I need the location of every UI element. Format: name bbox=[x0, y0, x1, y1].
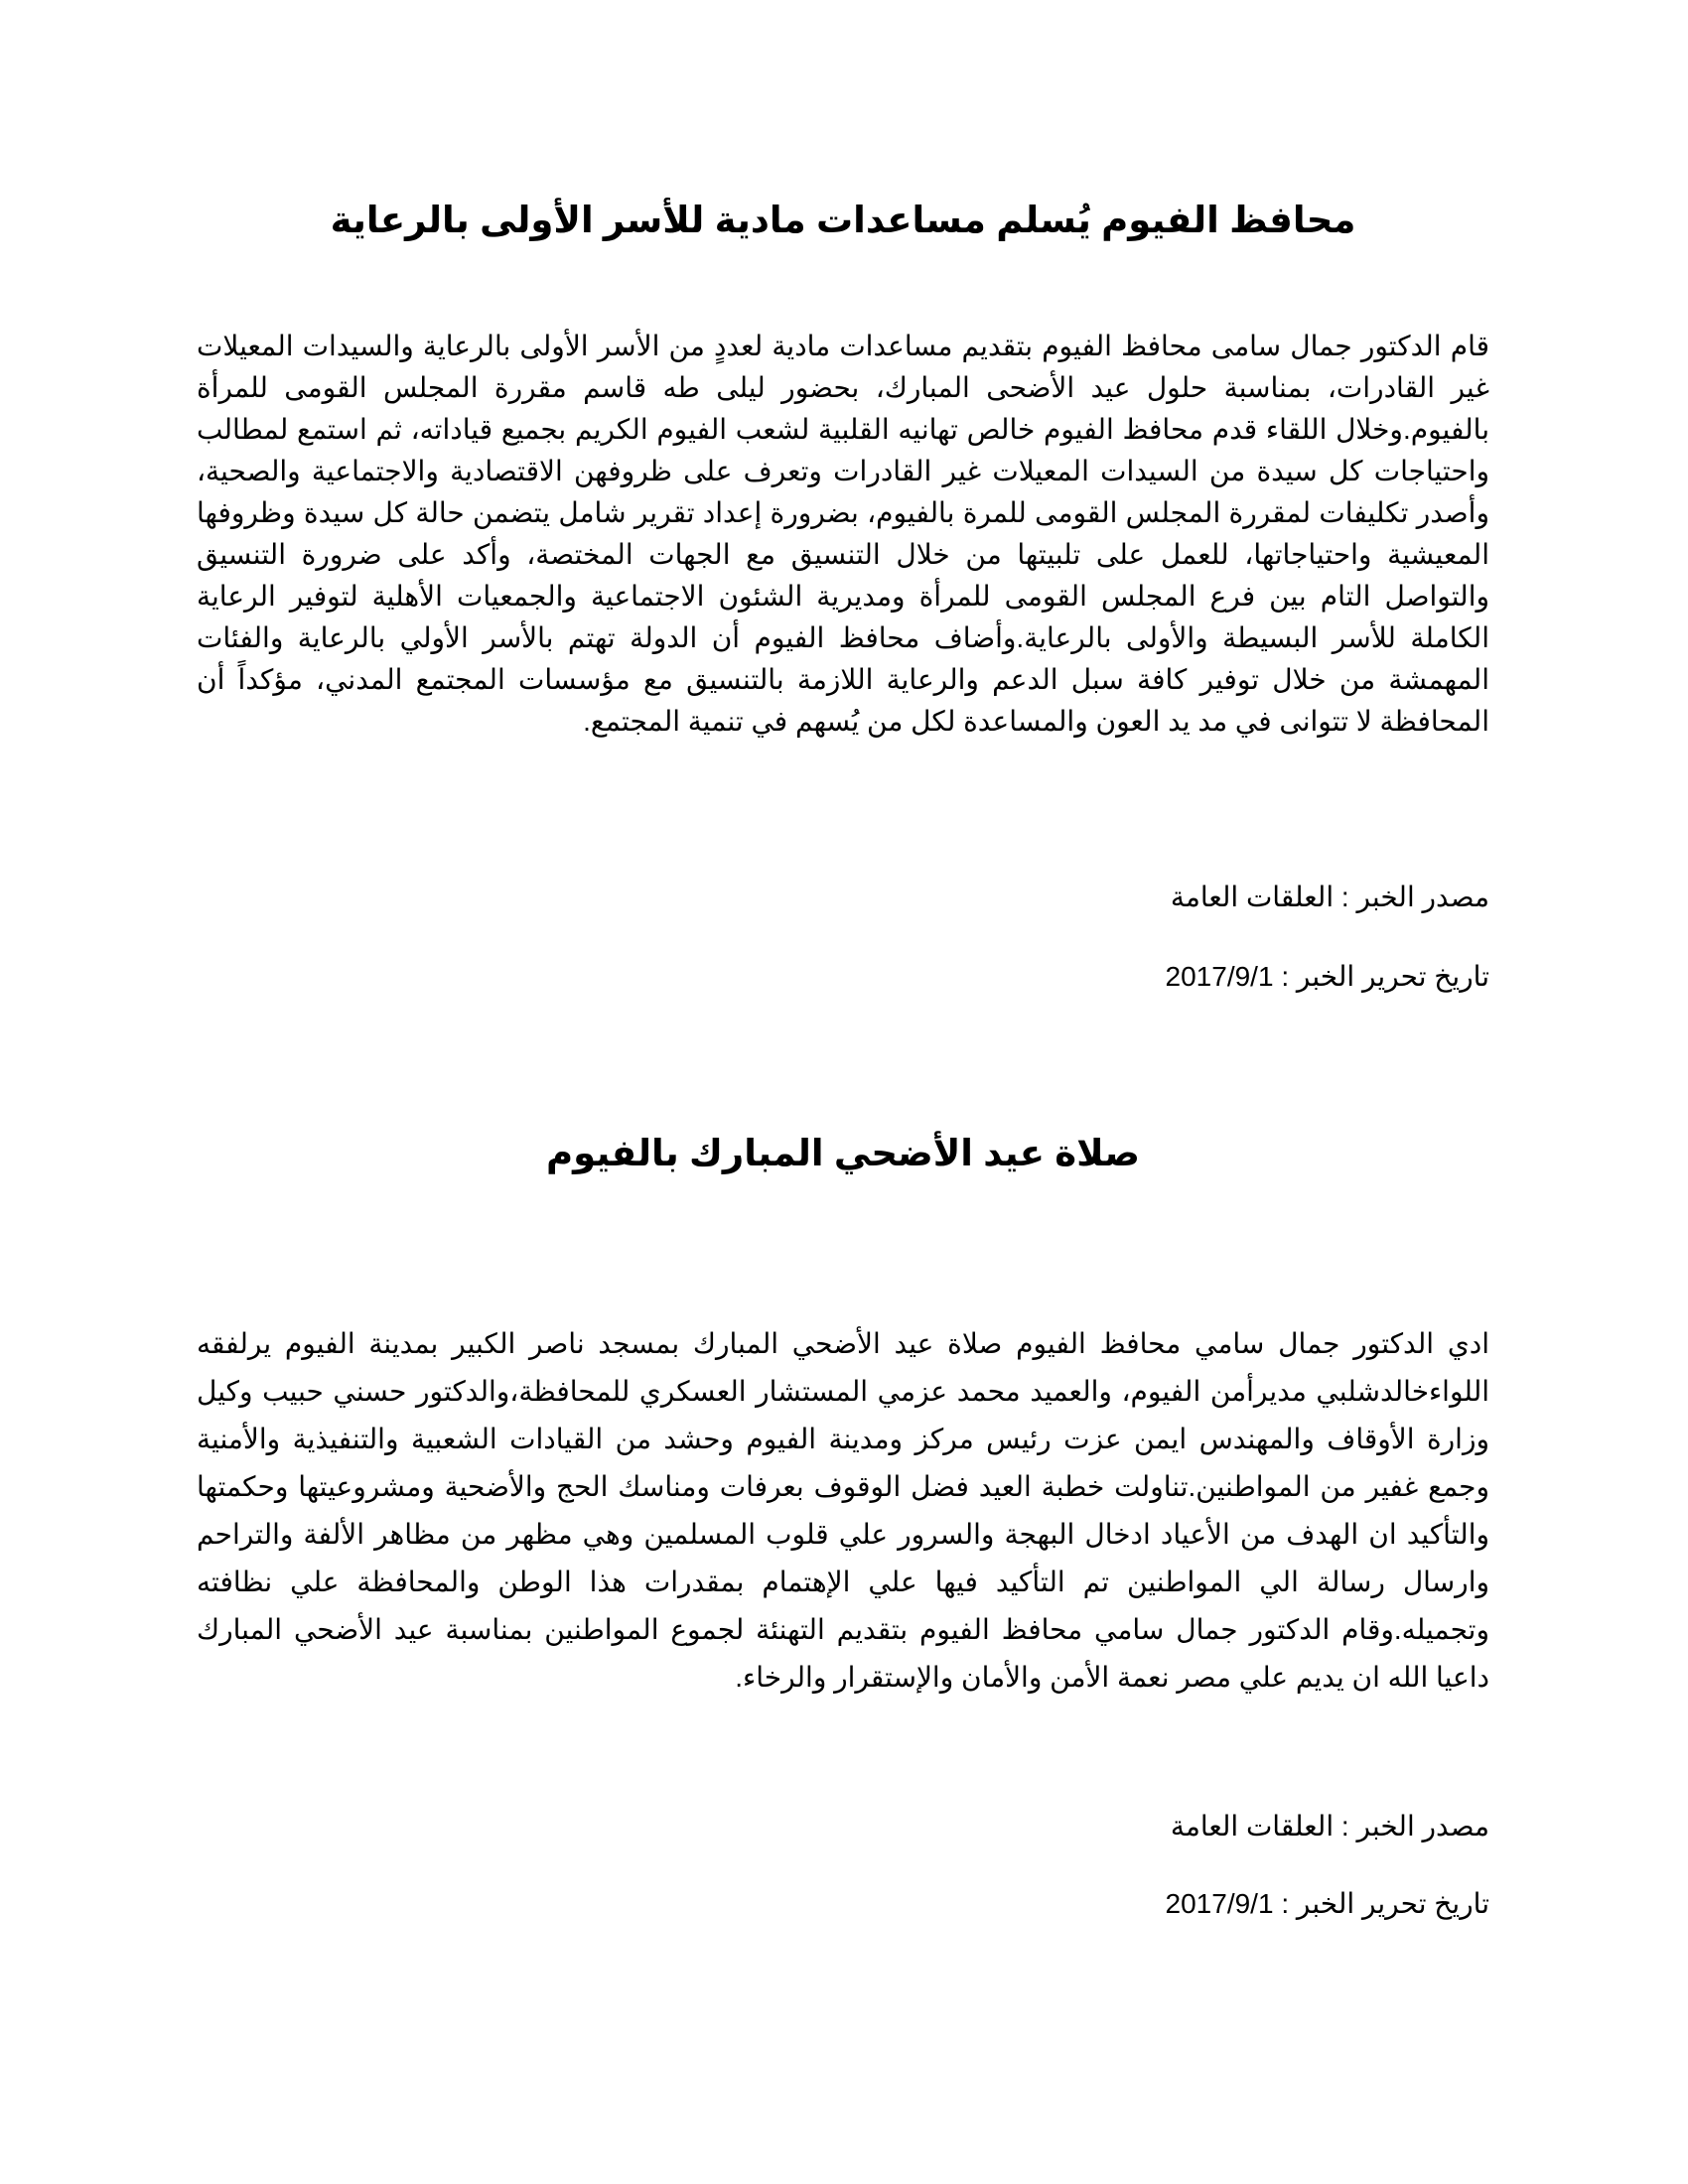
article-1-date-line bbox=[197, 957, 1489, 997]
article-2-date-label: تاريخ تحرير الخبر bbox=[1296, 1888, 1489, 1919]
article-1-date-value: 2017/9/1 bbox=[1165, 961, 1274, 992]
article-1-source-line bbox=[197, 878, 1489, 917]
article-1-title: محافظ الفيوم يُسلم مساعدات مادية للأسر الأولى بالرعاية bbox=[330, 200, 1356, 240]
article-2-source-separator: : bbox=[1340, 1811, 1349, 1842]
article-2-source-label: مصدر الخبر bbox=[1356, 1811, 1489, 1842]
article-1-body: قام الدكتور جمال سامى محافظ الفيوم بتقديم مساعدات مادية لعددٍ من الأسر الأولى بالرعاية والسيدات المعيلات غير القادرات، بمناسبة حلول عيد الأضحى المبارك، بحضور ليلى طه قاسم مقررة المجلس القومى للمرأة بالفيوم.وخلال اللقاء قدم محافظ الفيوم خالص تهانيه القلبية لشعب الفيوم الكريم بجميع قياداته، ثم استمع لمطالب واحتياجات كل سيدة من السيدات المعيلات غير القادرات وتعرف على ظروفهن الاقتصادية والاجتماعية والصحية، وأصدر تكليفات لمقررة المجلس القومى للمرة بالفيوم، بضرورة إعداد تقرير شامل يتضمن حالة كل سيدة وظروفها المعيشية واحتياجاتها، للعمل على تلبيتها من خلال التنسيق مع الجهات المختصة، وأكد على ضرورة التنسيق والتواصل التام بين فرع المجلس القومى للمرأة ومديرية الشئون الاجتماعية والجمعيات الأهلية لتوفير الرعاية الكاملة للأسر البسيطة والأولى بالرعاية.وأضاف محافظ الفيوم أن الدولة تهتم بالأسر الأولي بالرعاية والفئات المهمشة من خلال توفير كافة سبل الدعم والرعاية اللازمة بالتنسيق مع مؤسسات المجتمع المدني، مؤكداً أن المحافظة لا تتوانى في مد يد العون والمساعدة لكل من يُسهم في تنمية المجتمع. bbox=[197, 331, 1489, 737]
article-2-date-value: 2017/9/1 bbox=[1165, 1888, 1274, 1919]
article-2-title: صلاة عيد الأضحي المبارك بالفيوم bbox=[546, 1133, 1140, 1173]
article-2-date-line bbox=[197, 1884, 1489, 1924]
article-2-source-line bbox=[197, 1807, 1489, 1846]
article-1-source-label: مصدر الخبر bbox=[1356, 882, 1489, 912]
article-2-body-block bbox=[197, 1320, 1489, 1702]
article-2-date-separator: : bbox=[1281, 1888, 1290, 1919]
article-1-source-value: العلقات العامة bbox=[1170, 882, 1335, 912]
article-1-source-separator: : bbox=[1340, 882, 1349, 912]
article-1-date-label: تاريخ تحرير الخبر bbox=[1296, 961, 1489, 992]
article-1-date-separator: : bbox=[1281, 961, 1290, 992]
article-1-body-block bbox=[197, 326, 1489, 743]
article-2-source-value: العلقات العامة bbox=[1170, 1811, 1335, 1842]
article-2-body: ادي الدكتور جمال سامي محافظ الفيوم صلاة عيد الأضحي المبارك بمسجد ناصر الكبير بمدينة الفيوم يرلفقه اللواءخالدشلبي مديرأمن الفيوم، والعميد محمد عزمي المستشار العسكري للمحافظة،والدكتور حسني حبيب وكيل وزارة الأوقاف والمهندس ايمن عزت رئيس مركز ومدينة الفيوم وحشد من القيادات الشعبية والتنفيذية والأمنية وجمع غفير من المواطنين.تناولت خطبة العيد فضل الوقوف بعرفات ومناسك الحج والأضحية ومشروعيتها وحكمتها والتأكيد ان الهدف من الأعياد ادخال البهجة والسرور علي قلوب المسلمين وهي مظهر من مظاهر الألفة والتراحم وارسال رسالة الي المواطنين تم التأكيد فيها علي الإهتمام بمقدرات هذا الوطن والمحافظة علي نظافته وتجميله.وقام الدكتور جمال سامي محافظ الفيوم بتقديم التهنئة لجموع المواطنين بمناسبة عيد الأضحي المبارك داعيا الله ان يديم علي مصر نعمة الأمن والأمان والإستقرار والرخاء. bbox=[197, 1328, 1489, 1693]
